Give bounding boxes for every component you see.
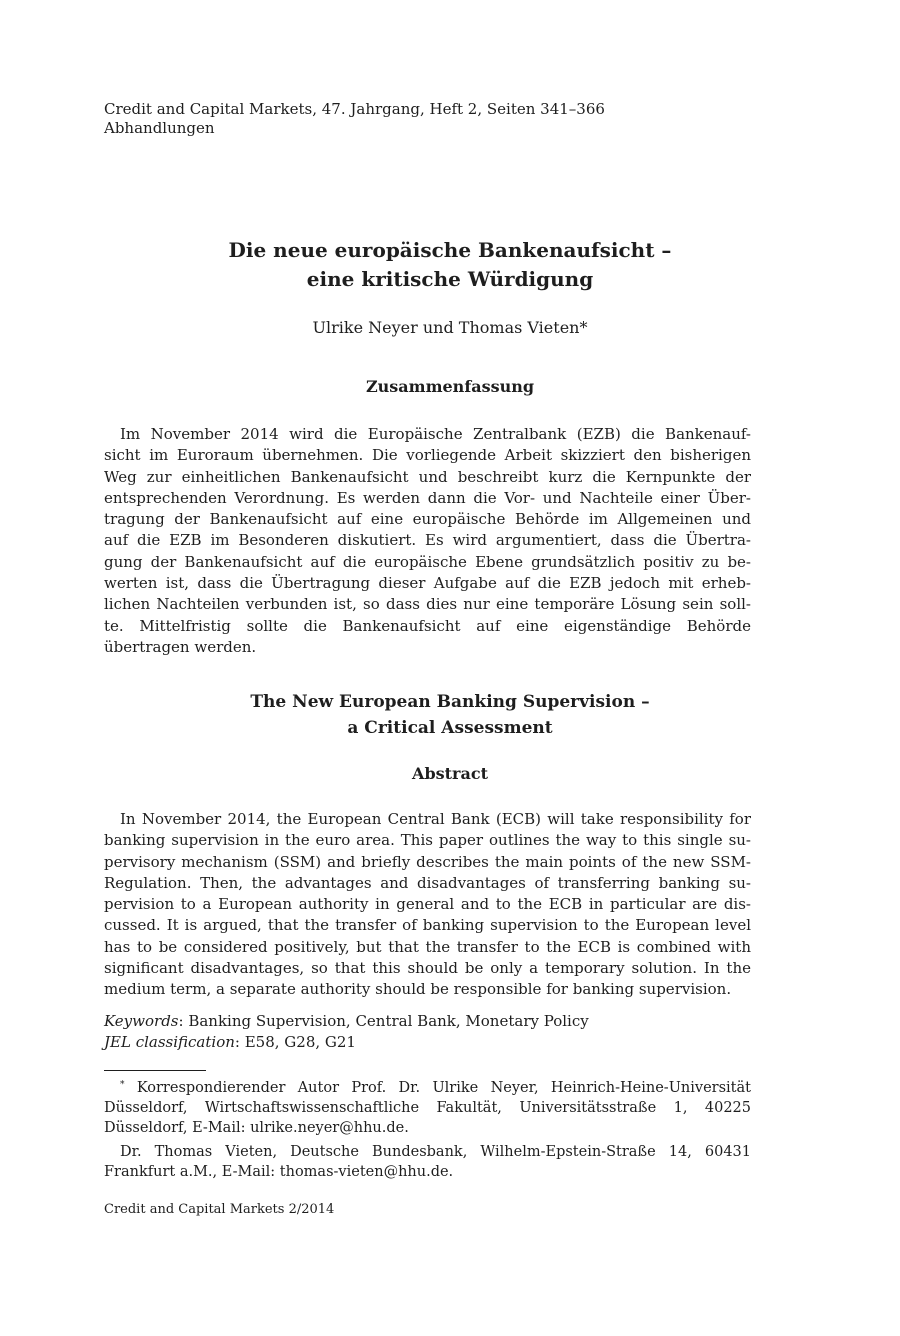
abstract-line: pervision to a European authority in general and to the ECB in particular are dis- — [104, 895, 751, 914]
abstract-line: In November 2014, the European Central Bank (ECB) will take responsibility for — [120, 810, 751, 828]
jel-value: : E58, G28, G21 — [234, 1033, 356, 1051]
german-title — [0, 236, 900, 294]
summary-line: übertragen werden. — [104, 637, 257, 656]
keywords-line — [104, 1011, 589, 1032]
footnote-line: Dr. Thomas Vieten, Deutsche Bundesbank, Wilhelm-Epstein-Straße 14, 60431 — [120, 1144, 751, 1160]
journal-line: Credit and Capital Markets, 47. Jahrgang, Heft 2, Seiten 341–366 — [104, 100, 605, 118]
footnote-line: Frankfurt a.M., E-Mail: thomas-vieten@hhu.de. — [104, 1164, 454, 1180]
summary-line: lichen Nachteilen verbunden ist, so dass dies nur eine temporäre Lösung sein soll- — [104, 595, 751, 614]
abstract-line: medium term, a separate authority should be responsible for banking supervision. — [104, 980, 732, 999]
summary-line: auf die EZB im Besonderen diskutiert. Es wird argumentiert, dass die Übertra- — [104, 531, 751, 550]
keywords-block — [104, 1011, 589, 1053]
summary-line: tragung der Bankenaufsicht auf eine europäische Behörde im Allgemeinen und — [104, 510, 751, 529]
section-label: Abhandlungen — [104, 119, 215, 137]
abstract-line: banking supervision in the euro area. This paper outlines the way to this single su- — [104, 831, 751, 850]
summary-line: sicht im Euroraum übernehmen. Die vorliegende Arbeit skizziert den bisherigen — [104, 446, 751, 465]
abstract-line: pervisory mechanism (SSM) and briefly describes the main points of the new SSM- — [104, 852, 751, 871]
footnote-text: Korrespondierender Autor Prof. Dr. Ulrike Neyer, Heinrich-Heine-Universität — [124, 1080, 751, 1096]
german-title-line: Die neue europäische Bankenaufsicht – — [228, 238, 672, 262]
summary-heading: Zusammenfassung — [365, 377, 535, 396]
english-title — [0, 689, 900, 741]
summary-line: te. Mittelfristig sollte die Bankenaufsicht auf eine eigenständige Behörde — [104, 616, 751, 635]
abstract-line: has to be considered positively, but that the transfer to the ECB is combined with — [104, 937, 751, 956]
abstract-line: significant disadvantages, so that this should be only a temporary solution. In the — [104, 959, 751, 978]
footnote-line: Düsseldorf, Wirtschaftswissenschaftliche Fakultät, Universitätsstraße 1, 40225 — [104, 1100, 751, 1116]
footnote-divider — [104, 1070, 206, 1071]
summary-line: gung der Bankenaufsicht auf die europäische Ebene grundsätzlich positiv zu be- — [104, 552, 751, 571]
summary-line: entsprechenden Verordnung. Es werden dann die Vor- und Nachteile einer Über- — [104, 488, 751, 507]
abstract-line: cussed. It is argued, that the transfer of banking supervision to the European level — [104, 916, 751, 935]
keywords-value: : Banking Supervision, Central Bank, Monetary Policy — [178, 1012, 589, 1030]
abstract-line: Regulation. Then, the advantages and disadvantages of transferring banking su- — [104, 873, 751, 892]
english-title-line: The New European Banking Supervision – — [250, 692, 650, 712]
english-title-line: a Critical Assessment — [347, 718, 553, 738]
footnote-line: Düsseldorf, E-Mail: ulrike.neyer@hhu.de. — [104, 1120, 409, 1136]
running-header — [104, 100, 605, 138]
jel-line — [104, 1032, 589, 1053]
summary-line: Weg zur einheitlichen Bankenaufsicht und beschreibt kurz die Kernpunkte der — [104, 467, 751, 486]
page-footer: Credit and Capital Markets 2/2014 — [104, 1202, 335, 1217]
summary-paragraph — [104, 424, 751, 658]
german-title-line: eine kritische Würdigung — [306, 267, 594, 291]
footnotes — [104, 1078, 751, 1182]
footnote-marker: * — [120, 1080, 125, 1090]
summary-line: Im November 2014 wird die Europäische Zentralbank (EZB) die Bankenauf- — [120, 425, 751, 443]
footnote-line — [104, 1078, 751, 1098]
abstract-paragraph — [104, 809, 751, 1001]
keywords-label: Keywords — [104, 1012, 179, 1030]
jel-label: JEL classification — [104, 1033, 235, 1051]
author-line: Ulrike Neyer und Thomas Vieten* — [312, 318, 588, 337]
summary-line: werten ist, dass die Übertragung dieser Aufgabe auf die EZB jedoch mit erheb- — [104, 574, 751, 593]
abstract-heading: Abstract — [412, 764, 488, 783]
